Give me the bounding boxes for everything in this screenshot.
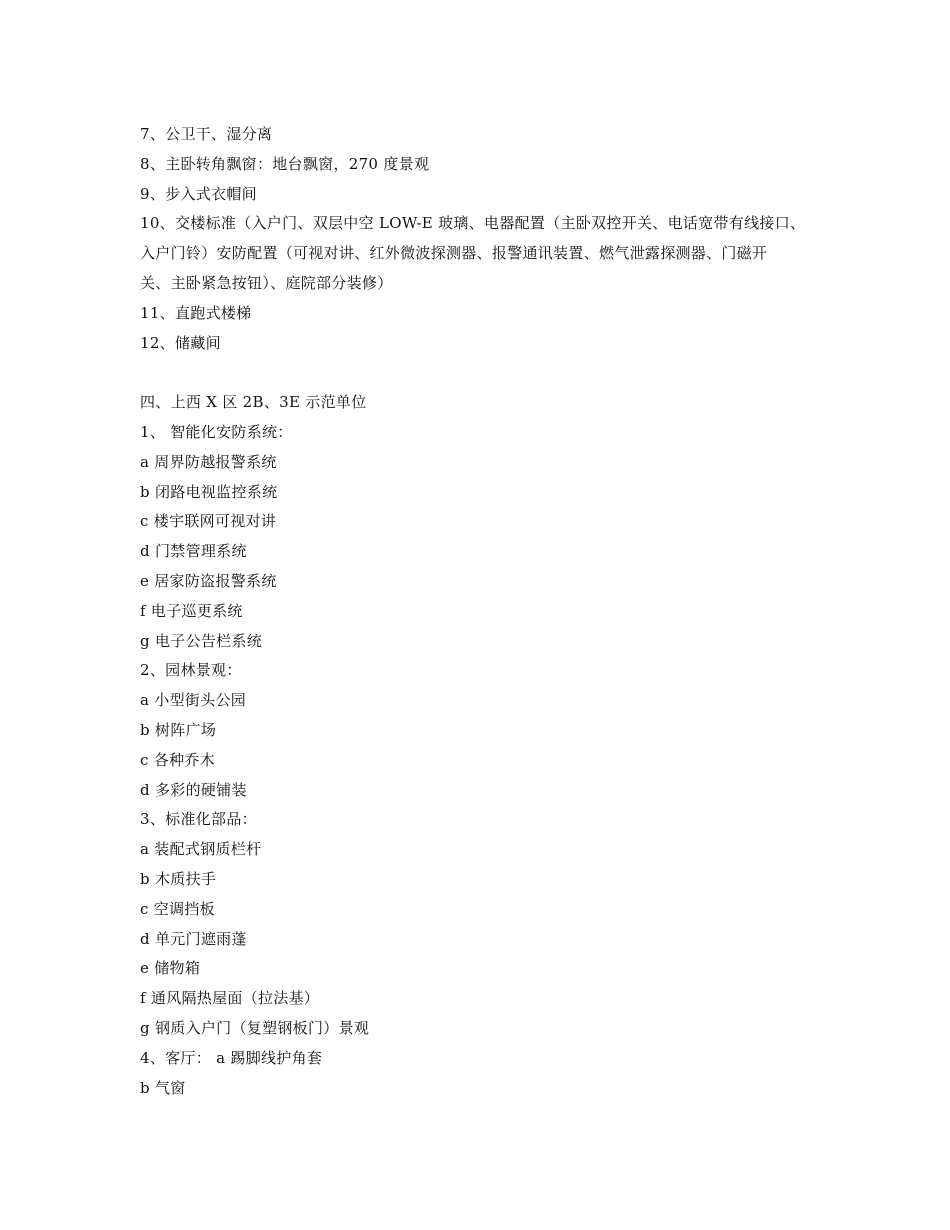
list-item: g 钢质入户门（复塑钢板门）景观 — [140, 1018, 370, 1037]
list-item: f 通风隔热屋面（拉法基） — [140, 989, 320, 1008]
text-line: 2、园林景观： — [140, 661, 242, 680]
list-item: f 电子巡更系统 — [140, 601, 243, 620]
list-item: e 储物箱 — [140, 959, 201, 978]
document-body — [140, 120, 840, 1103]
blank-line — [140, 358, 840, 388]
list-item: c 楼宇联网可视对讲 — [140, 512, 277, 531]
list-item: a 装配式钢质栏杆 — [140, 840, 262, 859]
list-item: e 居家防盗报警系统 — [140, 571, 277, 590]
list-item: b 气窗 — [140, 1078, 186, 1097]
list-item: c 各种乔木 — [140, 750, 215, 769]
text-line: 1、 智能化安防系统： — [140, 422, 293, 441]
text-line: 12、储藏间 — [140, 333, 221, 352]
list-item: g 电子公告栏系统 — [140, 631, 263, 650]
text-line: 入户门铃）安防配置（可视对讲、红外微波探测器、报警通讯装置、燃气泄露探测器、门磁开 — [140, 244, 768, 263]
list-item: a 小型街头公园 — [140, 691, 247, 710]
text-line: 10、交楼标准（入户门、双层中空 LOW-E 玻璃、电器配置（主卧双控开关、电话宽带有线接口、 — [140, 214, 806, 233]
list-item: d 门禁管理系统 — [140, 542, 247, 561]
list-item: b 树阵广场 — [140, 720, 217, 739]
list-item: c 空调挡板 — [140, 899, 215, 918]
text-line: 9、步入式衣帽间 — [140, 184, 257, 203]
section-heading: 四、上西 X 区 2B、3E 示范单位 — [140, 393, 367, 412]
text-line: 8、主卧转角飘窗：地台飘窗，270 度景观 — [140, 154, 430, 173]
text-line: 11、直跑式楼梯 — [140, 303, 252, 322]
list-item: a 周界防越报警系统 — [140, 452, 277, 471]
list-item: b 闭路电视监控系统 — [140, 482, 278, 501]
list-item: d 单元门遮雨蓬 — [140, 929, 247, 948]
text-line: 4、客厅： a 踢脚线护角套 — [140, 1048, 323, 1067]
list-item: b 木质扶手 — [140, 869, 217, 888]
list-item: d 多彩的硬铺装 — [140, 780, 247, 799]
text-line: 关、主卧紧急按钮）、庭院部分装修） — [140, 273, 393, 292]
text-line: 7、公卫干、湿分离 — [140, 125, 273, 143]
text-line: 3、标准化部品： — [140, 810, 257, 829]
